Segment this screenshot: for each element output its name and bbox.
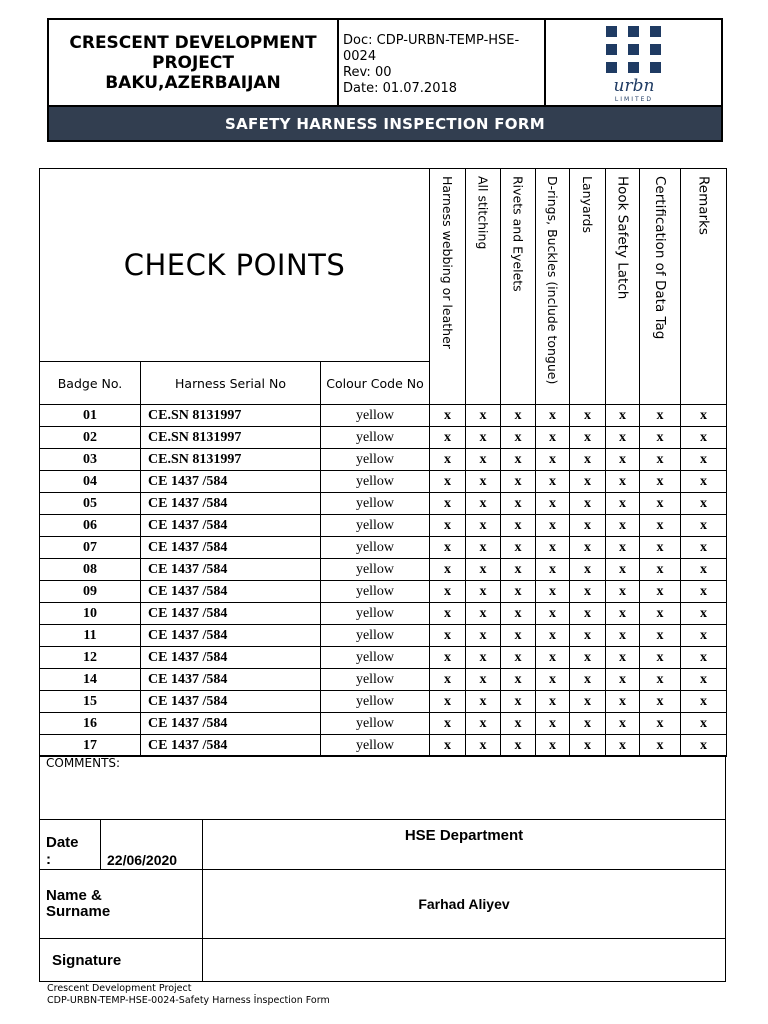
- check-mark: x: [640, 647, 681, 669]
- check-mark: x: [501, 471, 536, 493]
- badge-number: 08: [40, 559, 141, 581]
- check-mark: x: [606, 669, 640, 691]
- check-mark: x: [430, 537, 466, 559]
- table-row: [40, 537, 727, 559]
- colour-code: yellow: [321, 713, 430, 735]
- check-mark: x: [606, 713, 640, 735]
- table-row: [40, 669, 727, 691]
- check-mark: x: [681, 537, 727, 559]
- check-mark: x: [536, 559, 570, 581]
- check-mark: x: [606, 405, 640, 427]
- check-mark: x: [501, 581, 536, 603]
- check-mark: x: [570, 471, 606, 493]
- check-mark: x: [430, 713, 466, 735]
- col-hook-safety-latch: [606, 169, 640, 405]
- col-certification-data-tag-label: Certification of Data Tag: [652, 176, 668, 340]
- badge-number: 12: [40, 647, 141, 669]
- check-mark: x: [570, 669, 606, 691]
- table-row: [40, 647, 727, 669]
- name-surname-value[interactable]: Farhad Aliyev: [203, 870, 726, 939]
- colour-code: yellow: [321, 515, 430, 537]
- comments-box[interactable]: [40, 756, 726, 820]
- col-harness-webbing: [430, 169, 466, 405]
- harness-serial: CE 1437 /584: [141, 625, 321, 647]
- check-mark: x: [640, 405, 681, 427]
- harness-serial: CE 1437 /584: [141, 559, 321, 581]
- project-title: [49, 20, 339, 105]
- document-header: [47, 18, 723, 142]
- check-mark: x: [606, 581, 640, 603]
- check-mark: x: [640, 581, 681, 603]
- check-mark: x: [501, 405, 536, 427]
- footer-line-1: Crescent Development Project: [47, 983, 192, 994]
- check-mark: x: [570, 735, 606, 757]
- logo-squares-icon: [606, 26, 662, 76]
- colour-code: yellow: [321, 647, 430, 669]
- check-mark: x: [430, 471, 466, 493]
- check-mark: x: [681, 669, 727, 691]
- col-certification-data-tag: [640, 169, 681, 405]
- harness-serial: CE.SN 8131997: [141, 449, 321, 471]
- check-mark: x: [536, 713, 570, 735]
- colour-code: yellow: [321, 691, 430, 713]
- colour-code: yellow: [321, 493, 430, 515]
- check-mark: x: [681, 449, 727, 471]
- check-mark: x: [640, 713, 681, 735]
- table-row: [40, 713, 727, 735]
- check-mark: x: [606, 691, 640, 713]
- badge-number: 15: [40, 691, 141, 713]
- col-badge-no: Badge No.: [40, 362, 141, 405]
- check-mark: x: [606, 559, 640, 581]
- check-mark: x: [501, 713, 536, 735]
- comments-label: COMMENTS:: [46, 756, 121, 770]
- check-mark: x: [681, 471, 727, 493]
- check-mark: x: [501, 427, 536, 449]
- check-mark: x: [501, 449, 536, 471]
- check-mark: x: [501, 603, 536, 625]
- colour-code: yellow: [321, 427, 430, 449]
- check-mark: x: [570, 713, 606, 735]
- check-mark: x: [570, 493, 606, 515]
- check-mark: x: [501, 691, 536, 713]
- badge-number: 05: [40, 493, 141, 515]
- project-title-line-3: BAKU,AZERBAIJAN: [105, 72, 281, 93]
- check-mark: x: [606, 735, 640, 757]
- check-mark: x: [570, 537, 606, 559]
- badge-number: 04: [40, 471, 141, 493]
- check-mark: x: [430, 515, 466, 537]
- check-mark: x: [640, 515, 681, 537]
- check-mark: x: [640, 625, 681, 647]
- check-mark: x: [536, 625, 570, 647]
- colour-code: yellow: [321, 559, 430, 581]
- table-row: [40, 449, 727, 471]
- check-mark: x: [536, 537, 570, 559]
- check-mark: x: [640, 669, 681, 691]
- doc-date: Date: 01.07.2018: [343, 81, 458, 96]
- doc-number-line-1: Doc: CDP-URBN-TEMP-HSE-: [343, 33, 520, 48]
- check-mark: x: [466, 603, 501, 625]
- harness-serial: CE 1437 /584: [141, 603, 321, 625]
- col-harness-webbing-label: Harness webbing or leather: [440, 176, 455, 349]
- colour-code: yellow: [321, 735, 430, 757]
- document-info: [339, 20, 546, 105]
- table-row: [40, 515, 727, 537]
- check-mark: x: [536, 581, 570, 603]
- harness-serial: CE 1437 /584: [141, 581, 321, 603]
- col-d-rings-buckles-label: D-rings, Buckles (include tongue): [545, 176, 560, 385]
- signature-label: Signature: [40, 939, 203, 982]
- check-mark: x: [501, 647, 536, 669]
- colour-code: yellow: [321, 449, 430, 471]
- check-mark: x: [681, 603, 727, 625]
- check-mark: x: [640, 559, 681, 581]
- badge-number: 01: [40, 405, 141, 427]
- check-mark: x: [570, 405, 606, 427]
- check-mark: x: [640, 449, 681, 471]
- check-mark: x: [466, 735, 501, 757]
- check-mark: x: [570, 581, 606, 603]
- check-mark: x: [536, 647, 570, 669]
- table-row: [40, 559, 727, 581]
- check-mark: x: [606, 471, 640, 493]
- check-mark: x: [536, 515, 570, 537]
- check-mark: x: [501, 735, 536, 757]
- harness-serial: CE 1437 /584: [141, 735, 321, 757]
- check-mark: x: [501, 537, 536, 559]
- check-mark: x: [640, 427, 681, 449]
- table-row: [40, 603, 727, 625]
- badge-number: 16: [40, 713, 141, 735]
- check-mark: x: [606, 625, 640, 647]
- check-mark: x: [466, 537, 501, 559]
- check-mark: x: [501, 669, 536, 691]
- table-row: [40, 625, 727, 647]
- check-mark: x: [640, 603, 681, 625]
- harness-serial: CE.SN 8131997: [141, 405, 321, 427]
- check-mark: x: [466, 471, 501, 493]
- badge-number: 14: [40, 669, 141, 691]
- check-mark: x: [640, 537, 681, 559]
- harness-serial: CE 1437 /584: [141, 713, 321, 735]
- col-all-stitching: [466, 169, 501, 405]
- check-mark: x: [466, 647, 501, 669]
- check-mark: x: [606, 493, 640, 515]
- check-mark: x: [681, 691, 727, 713]
- check-mark: x: [430, 735, 466, 757]
- table-row: [40, 581, 727, 603]
- col-all-stitching-label: All stitching: [475, 176, 491, 250]
- table-row: [40, 691, 727, 713]
- harness-serial: CE 1437 /584: [141, 537, 321, 559]
- check-mark: x: [606, 603, 640, 625]
- check-mark: x: [536, 669, 570, 691]
- name-surname-label: [40, 870, 203, 939]
- date-label: [40, 820, 101, 870]
- harness-serial: CE 1437 /584: [141, 515, 321, 537]
- logo-subtitle: LIMITED: [614, 96, 654, 103]
- check-mark: x: [681, 493, 727, 515]
- badge-number: 11: [40, 625, 141, 647]
- harness-serial: CE.SN 8131997: [141, 427, 321, 449]
- check-mark: x: [430, 449, 466, 471]
- name-label-line-1: Name &: [46, 887, 102, 904]
- check-mark: x: [570, 515, 606, 537]
- check-mark: x: [681, 559, 727, 581]
- footer-line-2: CDP-URBN-TEMP-HSE-0024-Safety Harness İnspection Form: [47, 995, 330, 1006]
- check-mark: x: [536, 493, 570, 515]
- check-mark: x: [466, 669, 501, 691]
- check-mark: x: [466, 427, 501, 449]
- colour-code: yellow: [321, 603, 430, 625]
- col-d-rings-buckles: [536, 169, 570, 405]
- check-mark: x: [681, 581, 727, 603]
- check-mark: x: [570, 647, 606, 669]
- check-mark: x: [430, 625, 466, 647]
- harness-serial: CE 1437 /584: [141, 471, 321, 493]
- check-mark: x: [466, 713, 501, 735]
- check-mark: x: [681, 625, 727, 647]
- check-mark: x: [681, 647, 727, 669]
- check-mark: x: [536, 449, 570, 471]
- badge-number: 10: [40, 603, 141, 625]
- check-mark: x: [536, 427, 570, 449]
- col-rivets-eyelets-label: Rivets and Eyelets: [510, 176, 526, 292]
- date-label-line-2: :: [46, 851, 51, 868]
- check-mark: x: [430, 647, 466, 669]
- doc-number-line-2: 0024: [343, 49, 377, 64]
- check-mark: x: [681, 713, 727, 735]
- check-mark: x: [570, 559, 606, 581]
- harness-serial: CE 1437 /584: [141, 691, 321, 713]
- col-remarks: [681, 169, 727, 405]
- badge-number: 02: [40, 427, 141, 449]
- col-hook-safety-latch-label: Hook Safety Latch: [614, 176, 631, 300]
- check-mark: x: [536, 603, 570, 625]
- check-mark: x: [570, 625, 606, 647]
- check-mark: x: [430, 405, 466, 427]
- check-mark: x: [681, 427, 727, 449]
- check-mark: x: [570, 427, 606, 449]
- check-mark: x: [570, 691, 606, 713]
- check-mark: x: [681, 735, 727, 757]
- badge-number: 17: [40, 735, 141, 757]
- check-mark: x: [640, 691, 681, 713]
- doc-revision: Rev: 00: [343, 65, 392, 80]
- table-row: [40, 493, 727, 515]
- check-mark: x: [570, 449, 606, 471]
- signoff-table: [39, 755, 726, 982]
- check-points-heading: CHECK POINTS: [40, 169, 430, 362]
- form-title: SAFETY HARNESS INSPECTION FORM: [49, 105, 721, 140]
- check-mark: x: [640, 471, 681, 493]
- colour-code: yellow: [321, 405, 430, 427]
- logo-wordmark: urbn: [613, 76, 655, 96]
- check-mark: x: [570, 603, 606, 625]
- check-mark: x: [536, 735, 570, 757]
- inspection-rows: [40, 405, 727, 757]
- hse-department: HSE Department: [203, 820, 726, 870]
- col-remarks-label: Remarks: [695, 176, 712, 235]
- inspection-table: [39, 168, 727, 757]
- check-mark: x: [536, 405, 570, 427]
- check-mark: x: [466, 449, 501, 471]
- check-mark: x: [536, 471, 570, 493]
- page-footer: [47, 983, 330, 1007]
- signature-field[interactable]: [203, 939, 726, 982]
- check-mark: x: [606, 647, 640, 669]
- colour-code: yellow: [321, 581, 430, 603]
- check-mark: x: [430, 691, 466, 713]
- check-mark: x: [501, 493, 536, 515]
- check-mark: x: [606, 427, 640, 449]
- badge-number: 09: [40, 581, 141, 603]
- check-mark: x: [430, 559, 466, 581]
- check-mark: x: [430, 427, 466, 449]
- check-mark: x: [466, 493, 501, 515]
- check-mark: x: [606, 515, 640, 537]
- check-mark: x: [466, 559, 501, 581]
- col-rivets-eyelets: [501, 169, 536, 405]
- check-mark: x: [466, 625, 501, 647]
- harness-serial: CE 1437 /584: [141, 669, 321, 691]
- col-colour-code-no: Colour Code No: [321, 362, 430, 405]
- project-title-line-1: CRESCENT DEVELOPMENT: [69, 32, 317, 53]
- project-title-line-2: PROJECT: [151, 52, 234, 73]
- col-harness-serial-no: Harness Serial No: [141, 362, 321, 405]
- table-row: [40, 471, 727, 493]
- table-row: [40, 735, 727, 757]
- check-mark: x: [606, 449, 640, 471]
- check-mark: x: [430, 603, 466, 625]
- check-mark: x: [536, 691, 570, 713]
- colour-code: yellow: [321, 537, 430, 559]
- date-value[interactable]: 22/06/2020: [101, 820, 203, 870]
- harness-serial: CE 1437 /584: [141, 647, 321, 669]
- badge-number: 03: [40, 449, 141, 471]
- check-mark: x: [466, 691, 501, 713]
- check-mark: x: [466, 515, 501, 537]
- harness-serial: CE 1437 /584: [141, 493, 321, 515]
- colour-code: yellow: [321, 471, 430, 493]
- check-mark: x: [466, 581, 501, 603]
- check-mark: x: [501, 625, 536, 647]
- table-row: [40, 405, 727, 427]
- check-mark: x: [681, 405, 727, 427]
- check-mark: x: [430, 493, 466, 515]
- check-mark: x: [430, 669, 466, 691]
- check-mark: x: [430, 581, 466, 603]
- check-mark: x: [501, 559, 536, 581]
- check-mark: x: [640, 493, 681, 515]
- check-mark: x: [501, 515, 536, 537]
- check-mark: x: [606, 537, 640, 559]
- name-label-line-2: Surname: [46, 903, 111, 920]
- check-mark: x: [681, 515, 727, 537]
- col-lanyards: [570, 169, 606, 405]
- table-row: [40, 427, 727, 449]
- header-top-row: [49, 20, 721, 105]
- col-lanyards-label: Lanyards: [580, 176, 595, 233]
- badge-number: 06: [40, 515, 141, 537]
- company-logo: [546, 20, 721, 105]
- date-label-line-1: Date: [46, 834, 79, 851]
- badge-number: 07: [40, 537, 141, 559]
- check-mark: x: [466, 405, 501, 427]
- check-mark: x: [640, 735, 681, 757]
- colour-code: yellow: [321, 669, 430, 691]
- colour-code: yellow: [321, 625, 430, 647]
